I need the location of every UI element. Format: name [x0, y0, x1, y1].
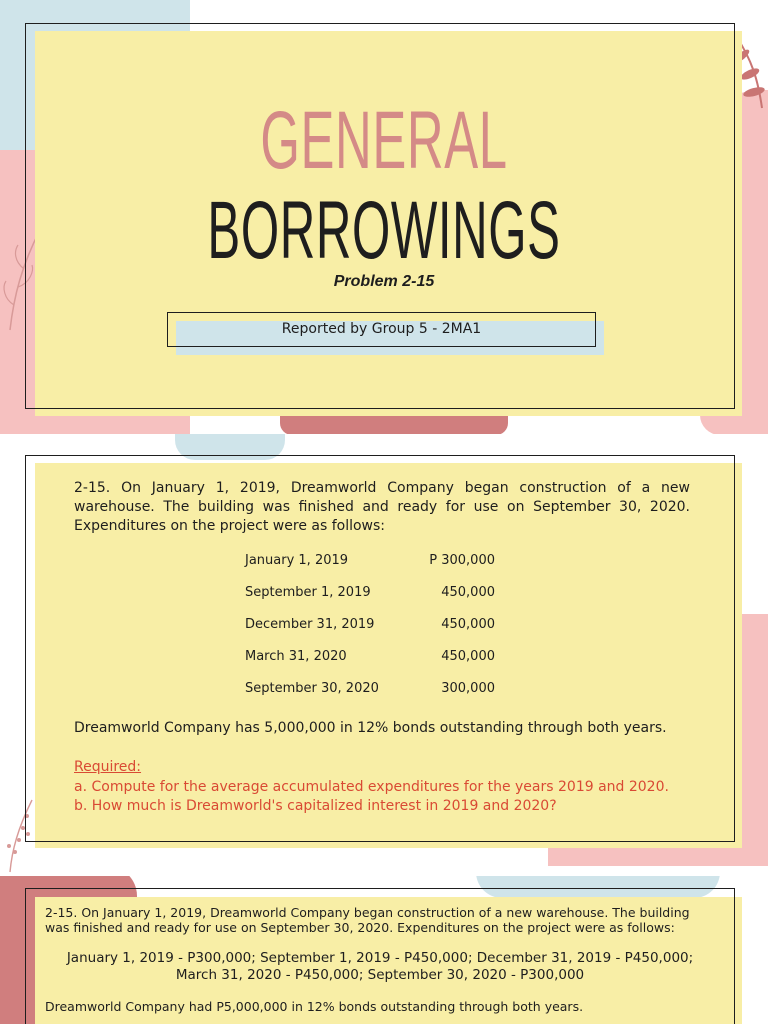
expenditure-date: September 1, 2019	[245, 585, 371, 600]
bonds-statement: Dreamworld Company has 5,000,000 in 12% bonds outstanding through both years.	[74, 720, 667, 736]
summary-expenditures-line2: March 31, 2020 - P450,000; September 30, 2020 - P300,000	[175, 967, 585, 983]
summary-expenditures-line1: January 1, 2019 - P300,000; September 1, 2019 - P450,000; December 31, 2019 - P450,000;	[66, 950, 694, 966]
expenditure-date: December 31, 2019	[245, 617, 375, 632]
required-item-b: b. How much is Dreamworld's capitalized interest in 2019 and 2020?	[74, 798, 557, 814]
reported-by-box: Reported by Group 5 - 2MA1	[167, 312, 596, 347]
expenditure-date: March 31, 2020	[245, 649, 347, 664]
expenditure-amount: 450,000	[441, 585, 495, 600]
required-item-a: a. Compute for the average accumulated expenditures for the years 2019 and 2020.	[74, 779, 669, 795]
summary-bonds-statement: Dreamworld Company had P5,000,000 in 12% bonds outstanding through both years.	[45, 999, 584, 1014]
expenditure-amount: 450,000	[441, 649, 495, 664]
expenditure-amount: P 300,000	[429, 553, 495, 568]
problem-paragraph: 2-15. On January 1, 2019, Dreamworld Company began construction of a new warehouse. The building was finished and ready for use on September 30, 2020. Expenditures on the project were as follows:	[74, 480, 690, 534]
problem-slide	[0, 434, 768, 876]
title-line-borrowings: BORROWINGS	[207, 185, 561, 276]
expenditure-date: September 30, 2020	[245, 681, 379, 696]
expenditure-amount: 450,000	[441, 617, 495, 632]
required-heading: Required:	[74, 759, 142, 775]
expenditure-date: January 1, 2019	[245, 553, 349, 568]
title-slide	[0, 0, 768, 434]
problem-subtitle: Problem 2-15	[333, 273, 435, 290]
summary-paragraph: 2-15. On January 1, 2019, Dreamworld Company began construction of a new warehouse. The building was finished and ready for use on September 30, 2020. Expenditures on the project were as follows:	[45, 905, 690, 935]
expenditure-amount: 300,000	[441, 681, 495, 696]
summary-slide	[0, 876, 768, 1024]
title-line-general: GENERAL	[260, 95, 508, 186]
